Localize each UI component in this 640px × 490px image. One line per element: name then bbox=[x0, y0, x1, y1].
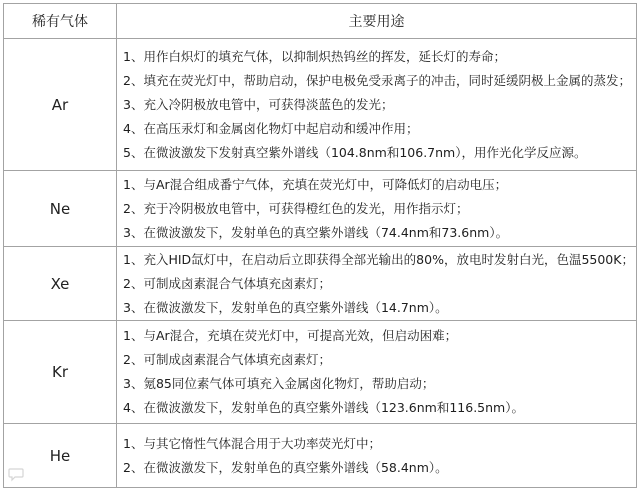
use-item: 1、与Ar混合组成番宁气体，充填在荧光灯中，可降低灯的启动电压； bbox=[123, 176, 508, 192]
header-uses bbox=[117, 4, 637, 38]
use-item: 2、充于冷阴极放电管中，可获得橙红色的发光，用作指示灯； bbox=[123, 200, 469, 216]
gas-name: Ar bbox=[3, 39, 117, 170]
gas-name: Xe bbox=[3, 247, 117, 320]
use-item: 3、氪85同位素气体可填充入金属卤化物灯，帮助启动； bbox=[123, 376, 435, 391]
use-item: 1、与Ar混合，充填在荧光灯中，可提高光效，但启动困难； bbox=[123, 328, 458, 343]
use-item: 5、在微波激发下发射真空紫外谱线（104.8nm和106.7nm），用作光化学反应源。 bbox=[123, 144, 587, 160]
uses-cell bbox=[117, 171, 637, 246]
gas-name: Kr bbox=[3, 321, 117, 423]
table-row bbox=[3, 246, 637, 320]
watermark-logo-icon bbox=[8, 466, 24, 482]
use-item: 3、充入冷阴极放电管中，可获得淡蓝色的发光； bbox=[123, 96, 394, 112]
table-row bbox=[3, 38, 637, 170]
table-row bbox=[3, 320, 637, 423]
table-row bbox=[3, 170, 637, 246]
use-item: 2、可制成卤素混合气体填充卤素灯； bbox=[123, 352, 331, 367]
header-gas: 稀有气体 bbox=[3, 4, 117, 38]
use-item: 3、在微波激发下，发射单色的真空紫外谱线（14.7nm）。 bbox=[123, 299, 448, 315]
uses-cell bbox=[117, 39, 637, 170]
use-item: 3、在微波激发下，发射单色的真空紫外谱线（74.4nm和73.6nm）。 bbox=[123, 224, 509, 240]
gas-name: He bbox=[3, 424, 117, 487]
uses-cell bbox=[117, 247, 637, 320]
gas-name: Ne bbox=[3, 171, 117, 246]
header-uses-label: 主要用途 bbox=[348, 14, 405, 30]
use-item: 2、在微波激发下，发射单色的真空紫外谱线（58.4nm）。 bbox=[123, 459, 448, 475]
uses-cell bbox=[117, 424, 637, 487]
use-item: 4、在高压汞灯和金属卤化物灯中起启动和缓冲作用； bbox=[123, 120, 419, 136]
use-item: 2、填充在荧光灯中，帮助启动，保护电极免受汞离子的冲击，同时延缓阴极上金属的蒸发； bbox=[123, 72, 631, 88]
use-item: 2、可制成卤素混合气体填充卤素灯； bbox=[123, 275, 331, 291]
use-item: 4、在微波激发下，发射单色的真空紫外谱线（123.6nm和116.5nm）。 bbox=[123, 400, 524, 415]
use-item: 1、充入HID氙灯中，在启动后立即获得全部光输出的80%，放电时发射白光，色温5500K； bbox=[123, 251, 634, 267]
table-header-row bbox=[3, 3, 637, 38]
use-item: 1、与其它惰性气体混合用于大功率荧光灯中； bbox=[123, 435, 381, 451]
table-row bbox=[3, 423, 637, 487]
use-item: 1、用作白炽灯的填充气体，以抑制炽热钨丝的挥发，延长灯的寿命； bbox=[123, 48, 506, 64]
uses-cell bbox=[117, 321, 637, 423]
